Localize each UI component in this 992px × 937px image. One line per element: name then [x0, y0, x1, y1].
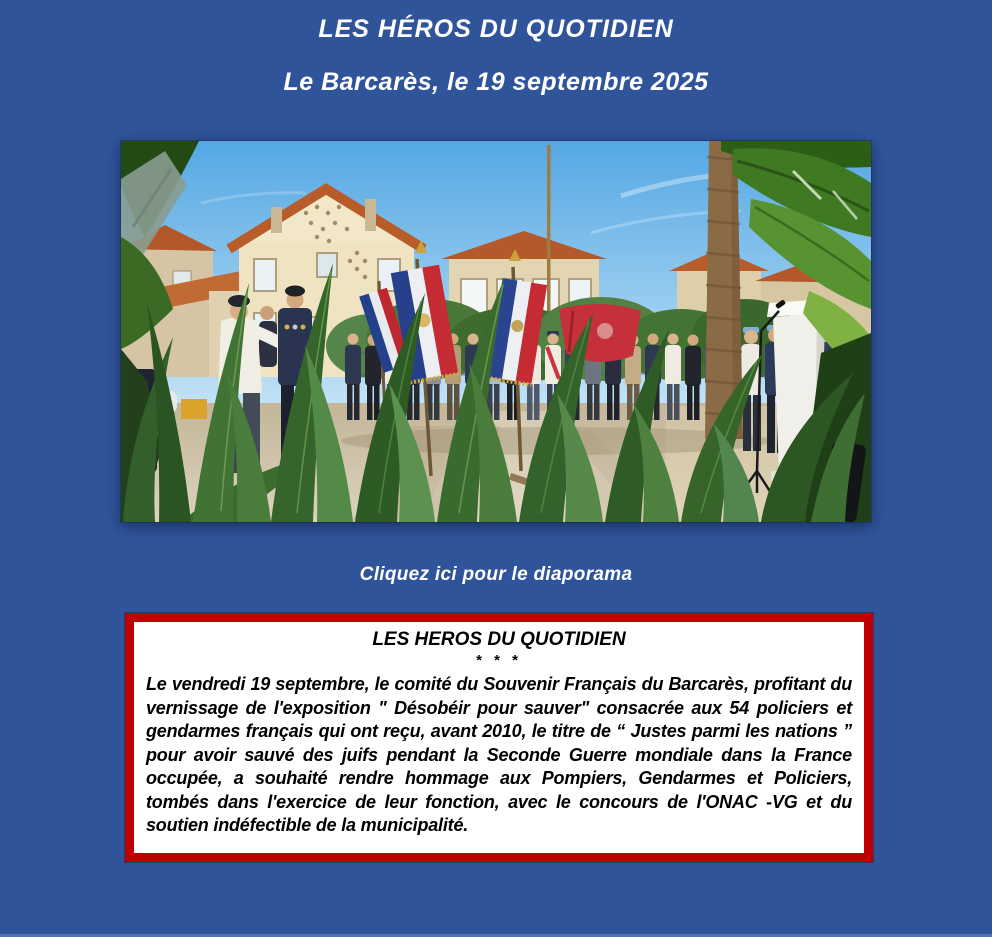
- page-subtitle: Le Barcarès, le 19 septembre 2025: [283, 68, 709, 96]
- article-box: [125, 613, 873, 862]
- slideshow-link[interactable]: Cliquez ici pour le diaporama: [359, 564, 633, 585]
- page-title: LES HÉROS DU QUOTIDIEN: [318, 15, 674, 43]
- article-title: LES HEROS DU QUOTIDIEN: [372, 629, 626, 650]
- article-separator: * * *: [476, 652, 522, 669]
- ceremony-photo-illustration: [121, 141, 871, 522]
- article-body: Le vendredi 19 septembre, le comité du Souvenir Français du Barcarès, profitant du vernissage de l'exposition " Désobéir pour sauver" consacrée aux 54 policiers et gendarmes français qui ont reçu, avant 2010, le titre de “ Justes parmi les nations ” pour avoir sauvé des juifs pendant la Seconde Guerre mondiale dans la France occupée, a souhaité rendre hommage aux Pompiers, Gendarmes et Policiers, tombés dans l'exercice de leur fonction, avec le concours de l'ONAC -VG et du soutien indéfectible de la municipalité.: [146, 674, 852, 835]
- ceremony-photo[interactable]: [121, 141, 871, 522]
